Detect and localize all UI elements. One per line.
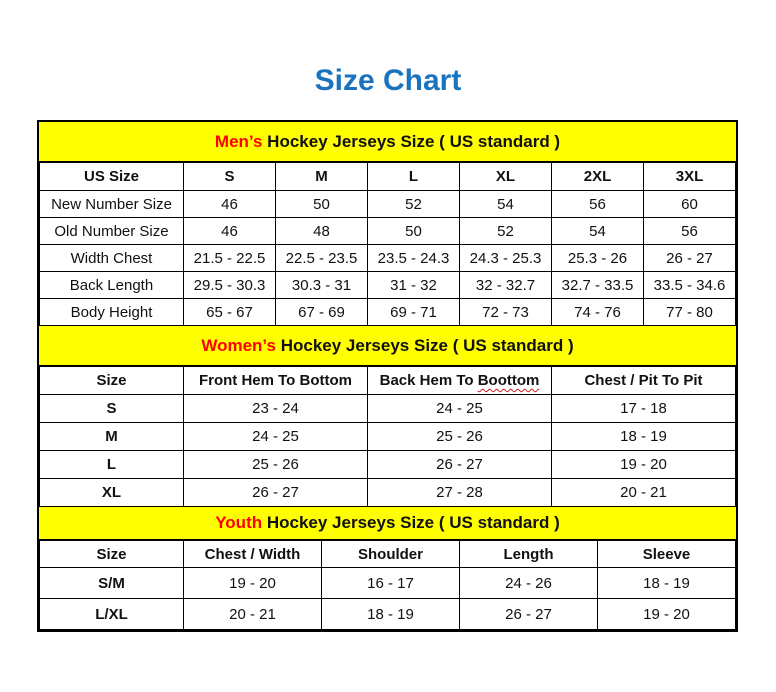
size-value-cell: 69 - 71 [368, 299, 460, 326]
size-value-cell: 23 - 24 [184, 395, 368, 423]
size-value-cell: 25 - 26 [184, 451, 368, 479]
column-header-misspelled [368, 367, 552, 395]
table-row [40, 191, 736, 218]
table-row [40, 395, 736, 423]
size-value-cell: 67 - 69 [276, 299, 368, 326]
table-row [40, 568, 736, 599]
size-value-cell: 29.5 - 30.3 [184, 272, 276, 299]
youth-banner-highlight: Youth [215, 513, 263, 532]
column-header: Shoulder [322, 541, 460, 568]
row-label: M [40, 423, 184, 451]
mens-banner-highlight: Men’s [214, 131, 263, 151]
size-value-cell: 65 - 67 [184, 299, 276, 326]
size-value-cell: 22.5 - 23.5 [276, 245, 368, 272]
youth-banner-text: Hockey Jerseys Size ( US standard ) [262, 513, 560, 532]
womens-header-row [40, 367, 736, 395]
womens-banner-text: Hockey Jerseys Size ( US standard ) [275, 335, 574, 355]
womens-banner-highlight: Women’s [201, 335, 276, 355]
row-label: New Number Size [40, 191, 184, 218]
youth-size-table [39, 540, 736, 630]
size-value-cell: 20 - 21 [552, 479, 736, 507]
spellcheck-underline-word: Boottom [477, 372, 540, 389]
size-value-cell: 52 [460, 218, 552, 245]
size-value-cell: 17 - 18 [552, 395, 736, 423]
size-value-cell: 25 - 26 [368, 423, 552, 451]
size-value-cell: 19 - 20 [552, 451, 736, 479]
table-row [40, 299, 736, 326]
column-header: Size [40, 367, 184, 395]
size-value-cell: 56 [644, 218, 736, 245]
size-value-cell: 52 [368, 191, 460, 218]
back-hem-label: Back Hem To [379, 372, 478, 389]
row-label: L [40, 451, 184, 479]
size-value-cell: 33.5 - 34.6 [644, 272, 736, 299]
mens-size-table [39, 162, 736, 326]
size-value-cell: 32 - 32.7 [460, 272, 552, 299]
column-header: 3XL [644, 163, 736, 191]
size-value-cell: 25.3 - 26 [552, 245, 644, 272]
table-row [40, 245, 736, 272]
row-label: XL [40, 479, 184, 507]
column-header: Size [40, 541, 184, 568]
column-header: L [368, 163, 460, 191]
size-value-cell: 31 - 32 [368, 272, 460, 299]
size-value-cell: 30.3 - 31 [276, 272, 368, 299]
size-value-cell: 26 - 27 [184, 479, 368, 507]
size-value-cell: 74 - 76 [552, 299, 644, 326]
size-value-cell: 46 [184, 191, 276, 218]
size-value-cell: 26 - 27 [460, 599, 598, 630]
column-header: Front Hem To Bottom [184, 367, 368, 395]
column-header: Chest / Width [184, 541, 322, 568]
womens-size-table [39, 366, 736, 507]
size-value-cell: 77 - 80 [644, 299, 736, 326]
size-chart-table [37, 120, 738, 632]
size-value-cell: 50 [276, 191, 368, 218]
size-value-cell: 18 - 19 [598, 568, 736, 599]
size-value-cell: 18 - 19 [322, 599, 460, 630]
size-value-cell: 20 - 21 [184, 599, 322, 630]
row-label: Width Chest [40, 245, 184, 272]
size-value-cell: 21.5 - 22.5 [184, 245, 276, 272]
size-value-cell: 18 - 19 [552, 423, 736, 451]
column-header: US Size [40, 163, 184, 191]
table-row [40, 451, 736, 479]
size-value-cell: 24 - 25 [368, 395, 552, 423]
row-label: L/XL [40, 599, 184, 630]
row-label: S [40, 395, 184, 423]
column-header: Sleeve [598, 541, 736, 568]
youth-section-banner [39, 507, 736, 540]
table-row [40, 218, 736, 245]
size-value-cell: 19 - 20 [598, 599, 736, 630]
size-value-cell: 32.7 - 33.5 [552, 272, 644, 299]
size-value-cell: 23.5 - 24.3 [368, 245, 460, 272]
size-value-cell: 24 - 25 [184, 423, 368, 451]
size-value-cell: 46 [184, 218, 276, 245]
size-value-cell: 26 - 27 [644, 245, 736, 272]
mens-section-banner [39, 122, 736, 162]
youth-header-row [40, 541, 736, 568]
column-header: XL [460, 163, 552, 191]
row-label: Body Height [40, 299, 184, 326]
size-value-cell: 48 [276, 218, 368, 245]
column-header: M [276, 163, 368, 191]
column-header: Chest / Pit To Pit [552, 367, 736, 395]
table-row [40, 599, 736, 630]
mens-header-row [40, 163, 736, 191]
page-title: Size Chart [314, 64, 462, 97]
mens-banner-text: Hockey Jerseys Size ( US standard ) [262, 131, 561, 151]
row-label: Back Length [40, 272, 184, 299]
column-header: 2XL [552, 163, 644, 191]
table-row [40, 272, 736, 299]
row-label: S/M [40, 568, 184, 599]
row-label: Old Number Size [40, 218, 184, 245]
size-value-cell: 19 - 20 [184, 568, 322, 599]
table-row [40, 423, 736, 451]
size-value-cell: 24 - 26 [460, 568, 598, 599]
size-value-cell: 26 - 27 [368, 451, 552, 479]
size-value-cell: 54 [460, 191, 552, 218]
size-value-cell: 50 [368, 218, 460, 245]
size-value-cell: 24.3 - 25.3 [460, 245, 552, 272]
size-value-cell: 60 [644, 191, 736, 218]
column-header: S [184, 163, 276, 191]
size-value-cell: 72 - 73 [460, 299, 552, 326]
table-row [40, 479, 736, 507]
size-value-cell: 27 - 28 [368, 479, 552, 507]
column-header: Length [460, 541, 598, 568]
size-value-cell: 56 [552, 191, 644, 218]
size-value-cell: 16 - 17 [322, 568, 460, 599]
size-value-cell: 54 [552, 218, 644, 245]
womens-section-banner [39, 326, 736, 366]
